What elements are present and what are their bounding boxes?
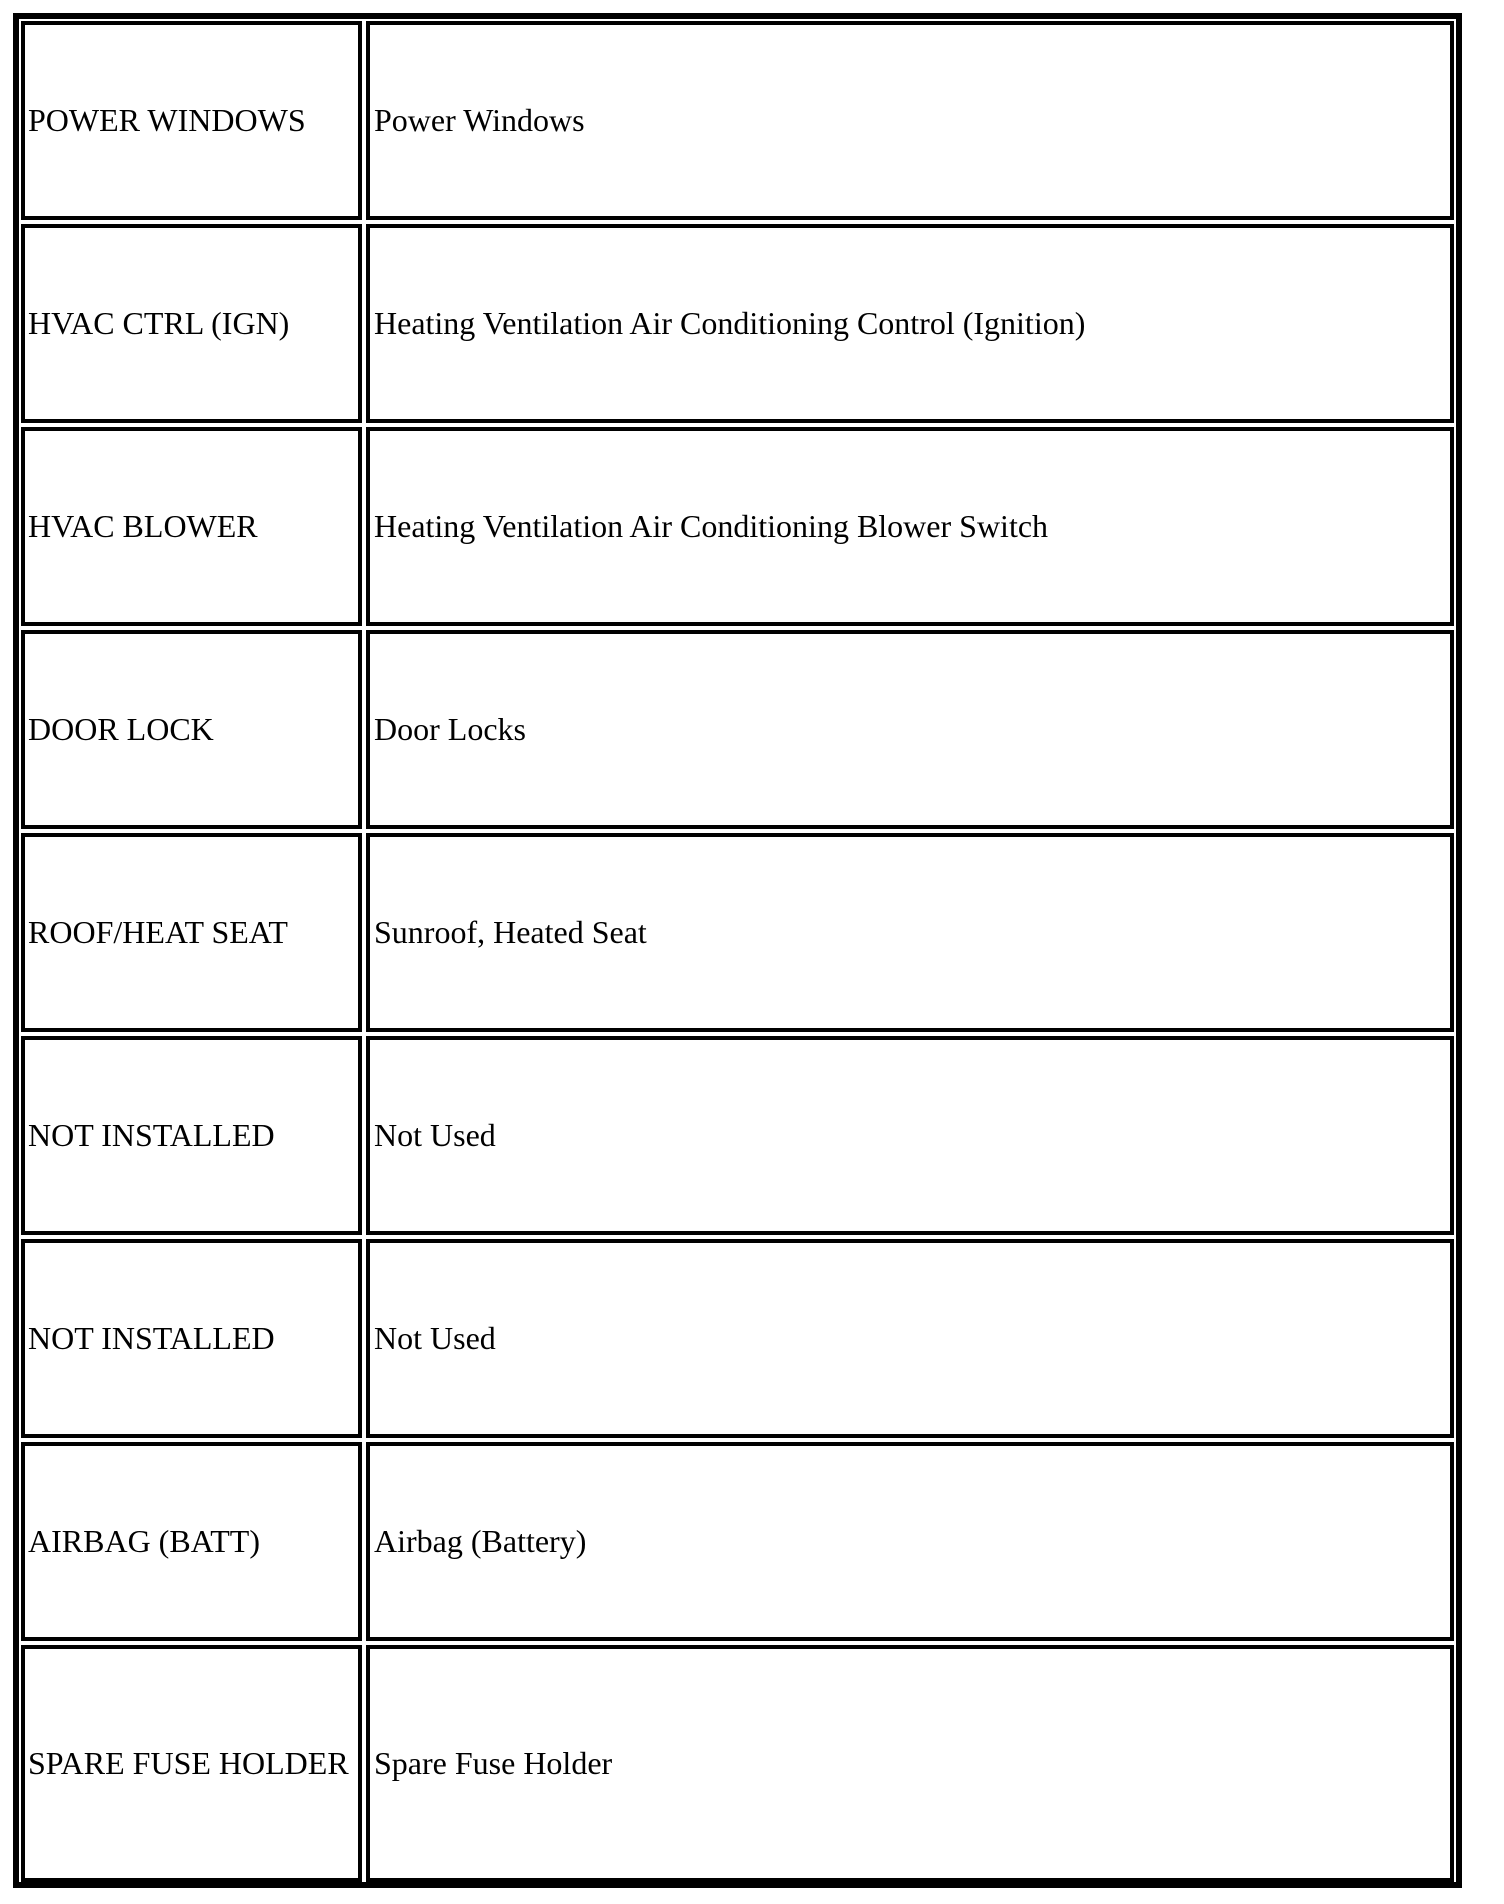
table-row — [21, 630, 1454, 829]
fuse-description-cell: Spare Fuse Holder — [366, 1645, 1454, 1882]
table-row — [21, 427, 1454, 626]
table-row — [21, 1645, 1454, 1882]
fuse-description-cell: Power Windows — [366, 21, 1454, 220]
fuse-description-cell: Door Locks — [366, 630, 1454, 829]
table-row — [21, 21, 1454, 220]
table-row — [21, 224, 1454, 423]
fuse-name-cell: POWER WINDOWS — [21, 21, 362, 220]
fuse-name-cell: HVAC CTRL (IGN) — [21, 224, 362, 423]
fuse-name-cell: AIRBAG (BATT) — [21, 1442, 362, 1641]
table-row — [21, 1036, 1454, 1235]
fuse-name-cell: NOT INSTALLED — [21, 1036, 362, 1235]
fuse-description-table — [17, 17, 1458, 1886]
fuse-description-cell: Heating Ventilation Air Conditioning Blower Switch — [366, 427, 1454, 626]
fuse-name-cell: DOOR LOCK — [21, 630, 362, 829]
fuse-description-cell: Heating Ventilation Air Conditioning Control (Ignition) — [366, 224, 1454, 423]
fuse-name-cell: NOT INSTALLED — [21, 1239, 362, 1438]
table-row — [21, 833, 1454, 1032]
table-row — [21, 1239, 1454, 1438]
fuse-description-cell: Sunroof, Heated Seat — [366, 833, 1454, 1032]
fuse-name-cell: SPARE FUSE HOLDER — [21, 1645, 362, 1882]
fuse-name-cell: ROOF/HEAT SEAT — [21, 833, 362, 1032]
fuse-description-cell: Airbag (Battery) — [366, 1442, 1454, 1641]
fuse-description-cell: Not Used — [366, 1239, 1454, 1438]
table-row — [21, 1442, 1454, 1641]
fuse-description-cell: Not Used — [366, 1036, 1454, 1235]
fuse-name-cell: HVAC BLOWER — [21, 427, 362, 626]
